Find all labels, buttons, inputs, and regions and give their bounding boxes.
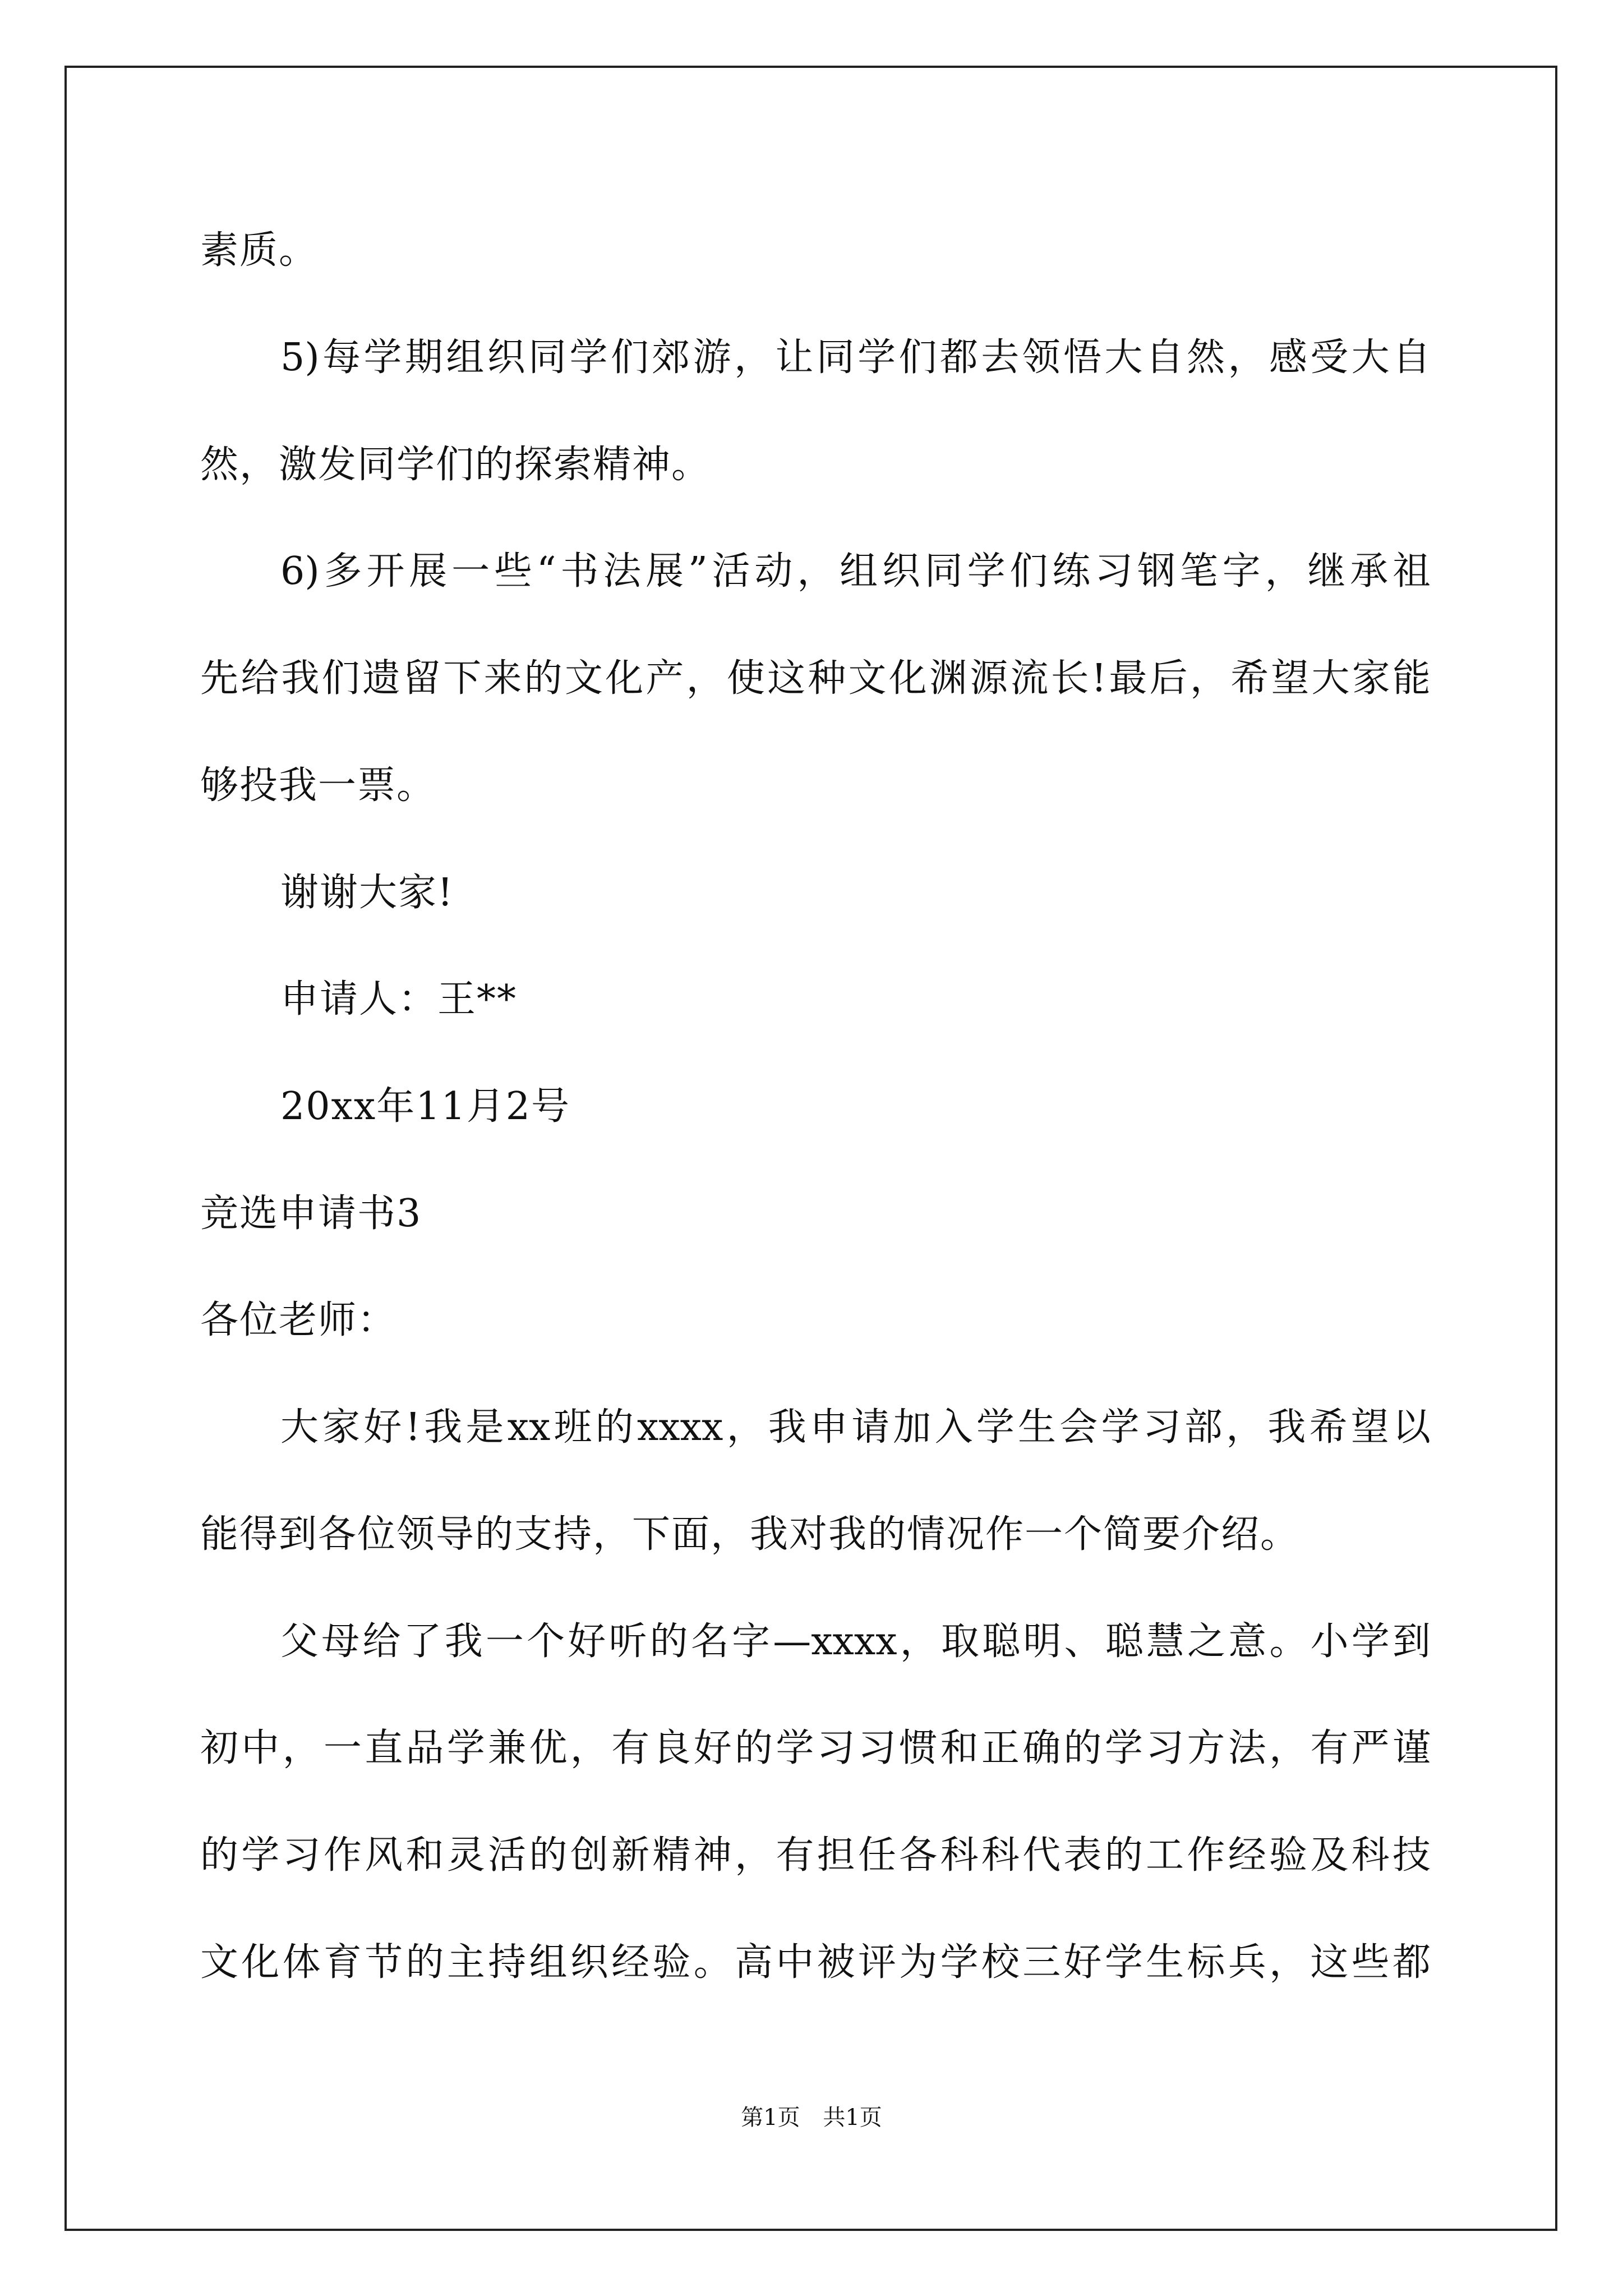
paragraph-line-12: 大家好!我是xx班的xxxx，我申请加入学生会学习部，我希望以 bbox=[280, 1405, 1431, 1450]
paragraph-line-4: 6)多开展一些“书法展”活动，组织同学们练习钢笔字，继承祖 bbox=[280, 549, 1431, 593]
paragraph-line-14: 父母给了我一个好听的名字—xxxx，取聪明、聪慧之意。小学到 bbox=[280, 1619, 1431, 1664]
paragraph-line-15: 初中，一直品学兼优，有良好的学习习惯和正确的学习方法，有严谨 bbox=[200, 1726, 1431, 1770]
applicant-line: 申请人：王** bbox=[280, 977, 518, 1022]
paragraph-line-2: 5)每学期组织同学们郊游，让同学们都去领悟大自然，感受大自 bbox=[280, 335, 1431, 380]
paragraph-line-1: 素质。 bbox=[200, 228, 319, 273]
paragraph-line-6: 够投我一票。 bbox=[200, 763, 436, 808]
paragraph-line-13: 能得到各位领导的支持，下面，我对我的情况作一个简要介绍。 bbox=[200, 1512, 1300, 1557]
paragraph-line-5: 先给我们遗留下来的文化产，使这种文化渊源流长!最后，希望大家能 bbox=[200, 656, 1431, 701]
total-pages: 共1页 bbox=[823, 2105, 882, 2131]
paragraph-line-16: 的学习作风和灵活的创新精神，有担任各科科代表的工作经验及科技 bbox=[200, 1833, 1431, 1878]
page-number: 第1页 bbox=[741, 2105, 800, 2131]
date-line: 20xx年11月2号 bbox=[280, 1084, 571, 1129]
salutation-line: 各位老师： bbox=[200, 1298, 397, 1342]
thanks-line: 谢谢大家! bbox=[280, 871, 454, 915]
paragraph-line-3: 然，激发同学们的探索精神。 bbox=[200, 443, 711, 487]
page-border bbox=[64, 66, 1557, 2231]
paragraph-line-17: 文化体育节的主持组织经验。高中被评为学校三好学生标兵，这些都 bbox=[200, 1940, 1431, 1985]
page-footer bbox=[0, 2104, 1623, 2132]
section-title: 竞选申请书3 bbox=[200, 1191, 422, 1236]
